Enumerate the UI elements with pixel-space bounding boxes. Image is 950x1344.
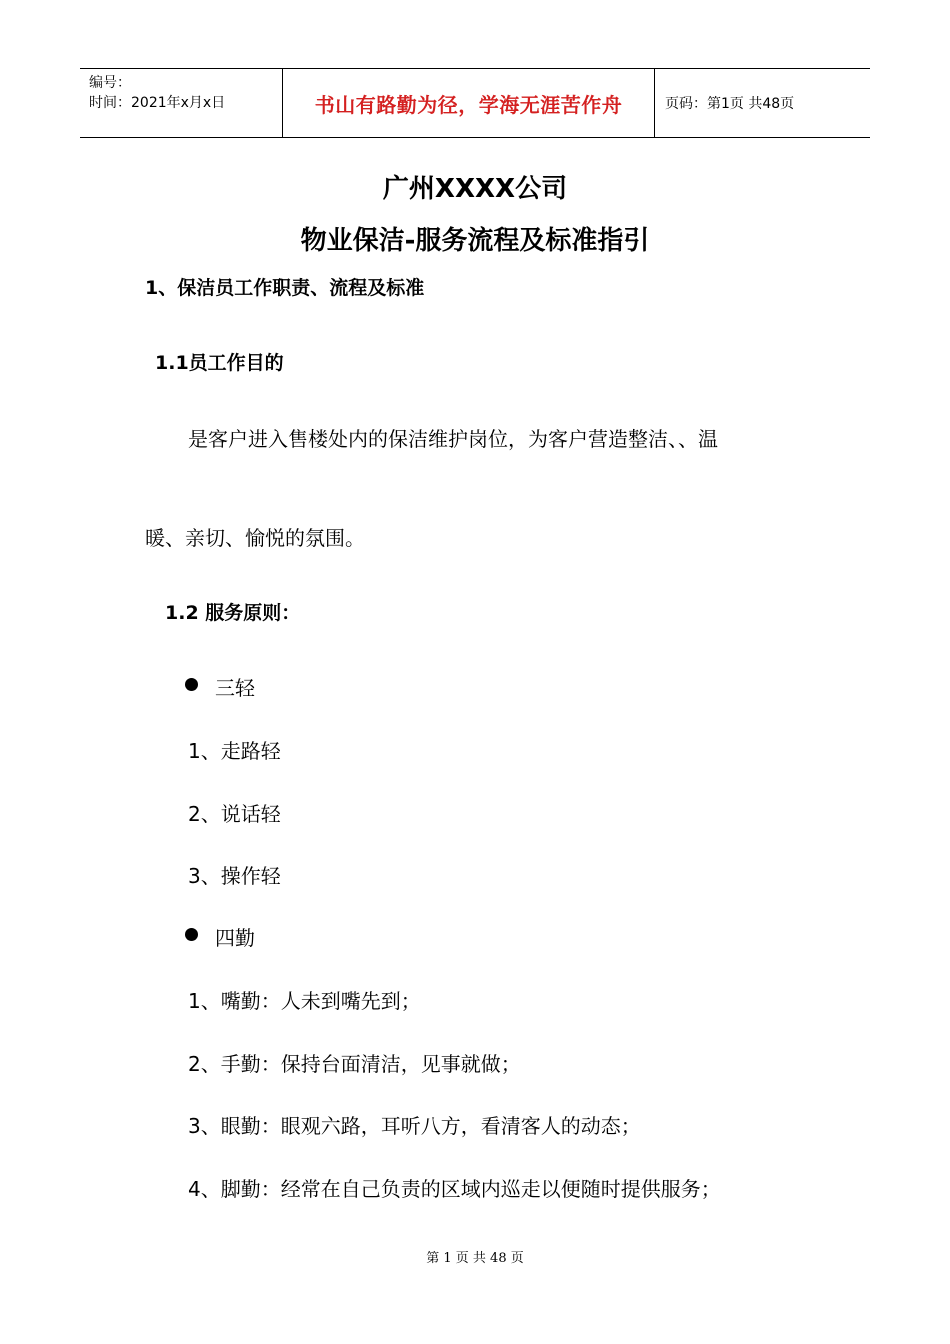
section-1-1-heading: 1.1员工作目的 xyxy=(155,352,284,374)
section-1-heading: 1、保洁员工作职责、流程及标准 xyxy=(145,277,425,299)
list-item: 3、眼勤：眼观六路，耳听八方，看清客人的动态； xyxy=(188,1114,641,1138)
purpose-text-line2: 暖、亲切、愉悦的氛围。 xyxy=(145,526,365,550)
company-name: 广州XXXX公司 xyxy=(382,174,568,204)
list-item: 3、操作轻 xyxy=(188,864,281,888)
section-1-2-heading: 1.2 服务原则： xyxy=(165,602,301,624)
time-label: 时间：2021年x月x日 xyxy=(89,95,226,111)
list-item: 2、说话轻 xyxy=(188,802,281,826)
list-item: 1、嘴勤：人未到嘴先到； xyxy=(188,989,421,1013)
page-footer: 第 1 页 共 48 页 xyxy=(426,1251,524,1266)
number-label: 编号： xyxy=(89,75,131,91)
group-title-three-light: 三轻 xyxy=(215,676,255,700)
purpose-text-line1: 是客户进入售楼处内的保洁维护岗位，为客户营造整洁、、温 xyxy=(188,427,718,451)
list-item: 1、走路轻 xyxy=(188,739,281,763)
bullet-icon xyxy=(185,928,198,941)
document-title: 物业保洁-服务流程及标准指引 xyxy=(300,226,650,256)
group-title-four-diligent: 四勤 xyxy=(215,926,255,950)
bullet-icon xyxy=(185,678,198,691)
header-motto: 书山有路勤为径，学海无涯苦作舟 xyxy=(282,69,655,137)
header-meta xyxy=(80,69,282,137)
list-item: 4、脚勤：经常在自己负责的区域内巡走以便随时提供服务； xyxy=(188,1177,721,1201)
list-item: 2、手勤：保持台面清洁，见事就做； xyxy=(188,1052,521,1076)
document-header xyxy=(80,68,870,138)
header-page-info: 页码：第1页 共48页 xyxy=(665,96,795,112)
